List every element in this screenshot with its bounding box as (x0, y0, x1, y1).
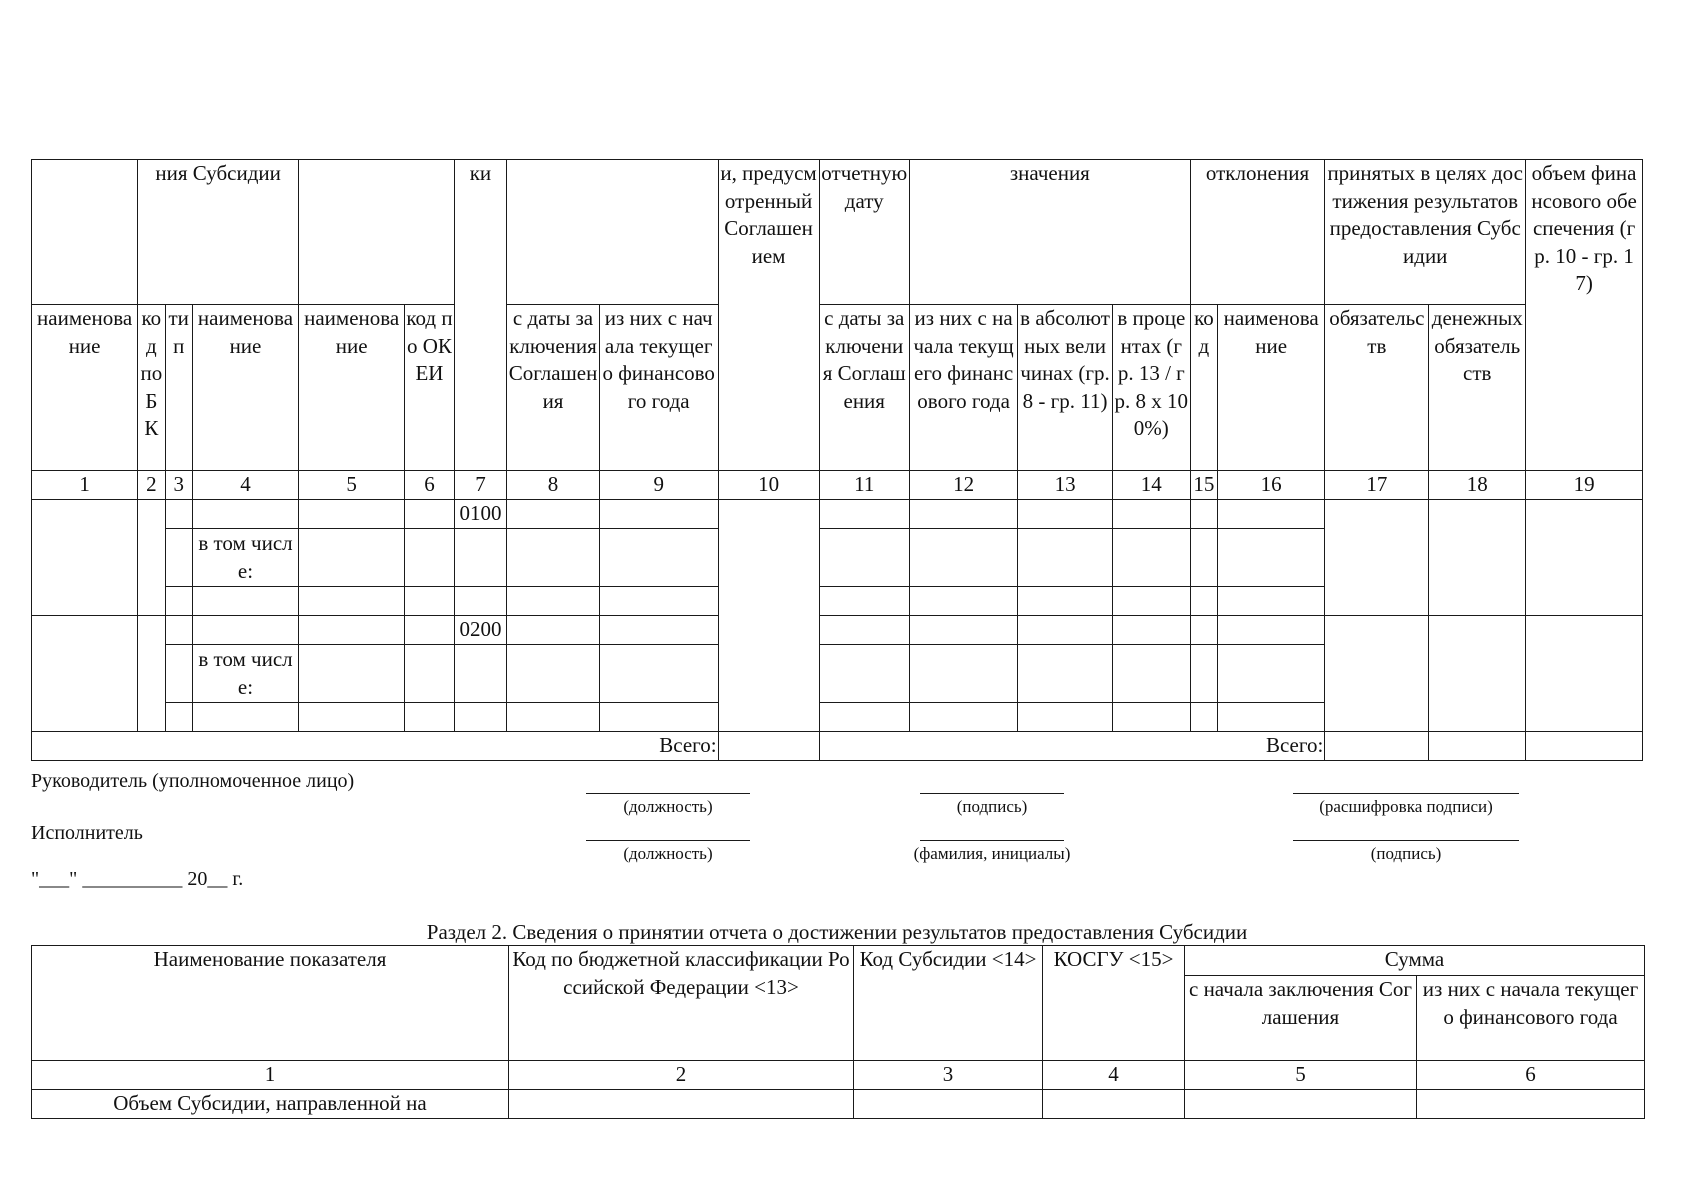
table-cell (405, 587, 454, 616)
table-cell (32, 500, 138, 616)
report-table (31, 159, 1643, 761)
table-cell (299, 587, 405, 616)
table-cell (909, 500, 1017, 529)
header-since-year-12: из них с начала текущего финансового года (909, 305, 1017, 471)
section2-table (31, 945, 1645, 1119)
table-cell (165, 587, 192, 616)
s2-cell (1043, 1090, 1185, 1119)
total-cell (1325, 732, 1429, 761)
column-number: 18 (1429, 471, 1526, 500)
table-cell (1429, 616, 1526, 732)
table-cell (299, 529, 405, 587)
table-cell (909, 703, 1017, 732)
table-cell (1325, 500, 1429, 616)
table-cell (1112, 703, 1190, 732)
column-number: 13 (1018, 471, 1113, 500)
table-cell (1018, 529, 1113, 587)
table-cell (299, 500, 405, 529)
s2-row-label: Объем Субсидии, направленной на (32, 1090, 509, 1119)
date-line: "___" __________ 20__ г. (31, 868, 244, 890)
s2-column-number: 1 (32, 1061, 509, 1090)
table-cell (405, 703, 454, 732)
table-cell (1526, 500, 1643, 616)
header-name-1: наименование (32, 305, 138, 471)
header-absolute: в абсолютных величинах (гр. 8 - гр. 11) (1018, 305, 1113, 471)
header-agreement-value: и, предусмотренный Соглашением (718, 160, 819, 471)
executor-name-caption: (фамилия, инициалы) (913, 844, 1071, 863)
table-cell (165, 703, 192, 732)
table-cell (165, 529, 192, 587)
header-obligations-taken: принятых в целях достижения результатов предоставления Субсидии (1325, 160, 1526, 305)
s2-header-since-agreement: с начала заключения Соглашения (1185, 976, 1417, 1061)
s2-cell (854, 1090, 1043, 1119)
column-number: 7 (454, 471, 507, 500)
table-cell (1325, 616, 1429, 732)
total-cell (718, 732, 819, 761)
table-cell (1018, 500, 1113, 529)
table-cell (507, 616, 600, 645)
table-cell (1190, 500, 1217, 529)
header-monetary-obligations: денежных обязательств (1429, 305, 1526, 471)
table-cell (299, 616, 405, 645)
signature-caption: (подпись) (956, 797, 1028, 816)
s2-cell (1417, 1090, 1645, 1119)
table-cell (599, 500, 718, 529)
s2-cell (509, 1090, 854, 1119)
header-name-16: наименование (1218, 305, 1325, 471)
table-cell (718, 500, 819, 732)
table-cell (1190, 703, 1217, 732)
table-cell (819, 645, 909, 703)
header-reporting-date: отчетную дату (819, 160, 909, 305)
table-cell (1112, 500, 1190, 529)
total-label-right: Всего: (819, 732, 1325, 761)
column-number: 14 (1112, 471, 1190, 500)
table-cell (1218, 500, 1325, 529)
column-number: 16 (1218, 471, 1325, 500)
table-cell (405, 529, 454, 587)
table-cell (1218, 587, 1325, 616)
table-cell (192, 616, 298, 645)
table-cell (299, 645, 405, 703)
table-cell (454, 587, 507, 616)
table-cell (819, 587, 909, 616)
executor-signature-caption: (подпись) (1370, 844, 1442, 863)
table-cell (909, 529, 1017, 587)
table-cell (1190, 645, 1217, 703)
table-cell (192, 500, 298, 529)
table-cell (819, 500, 909, 529)
s2-header-subsidy-code: Код Субсидии <14> (854, 946, 1043, 1061)
including-label: в том числе: (192, 645, 298, 703)
column-number: 15 (1190, 471, 1217, 500)
row-code-0100: 0100 (454, 500, 507, 529)
table-cell (299, 703, 405, 732)
table-cell (819, 529, 909, 587)
table-cell (819, 616, 909, 645)
total-cell (1429, 732, 1526, 761)
header-cell (299, 160, 455, 305)
table-cell (599, 645, 718, 703)
column-number: 3 (165, 471, 192, 500)
table-cell (32, 616, 138, 732)
table-cell (165, 645, 192, 703)
column-number: 4 (192, 471, 298, 500)
section2-title: Раздел 2. Сведения о принятии отчета о достижении результатов предоставления Субсидии (426, 920, 1248, 944)
table-cell (507, 500, 600, 529)
signature-line[interactable] (920, 793, 1064, 794)
table-cell (192, 703, 298, 732)
table-cell (454, 703, 507, 732)
table-cell (909, 587, 1017, 616)
head-label: Руководитель (уполномоченное лицо) (31, 770, 355, 792)
table-cell (1526, 616, 1643, 732)
table-cell (1190, 587, 1217, 616)
column-number: 5 (299, 471, 405, 500)
table-cell (1218, 645, 1325, 703)
header-deviation: отклонения (1190, 160, 1325, 305)
table-cell (1112, 587, 1190, 616)
column-number: 12 (909, 471, 1017, 500)
table-cell (1218, 529, 1325, 587)
table-cell (909, 616, 1017, 645)
table-cell (1018, 616, 1113, 645)
column-number: 2 (138, 471, 165, 500)
table-cell (1190, 529, 1217, 587)
table-cell (1018, 645, 1113, 703)
table-cell (599, 587, 718, 616)
header-cell (507, 160, 718, 305)
position-line[interactable] (586, 793, 750, 794)
s2-header-indicator-name: Наименование показателя (32, 946, 509, 1061)
table-cell (1112, 529, 1190, 587)
position-caption: (должность) (623, 797, 713, 816)
header-code-15: код (1190, 305, 1217, 471)
column-number: 19 (1526, 471, 1643, 500)
table-cell (507, 703, 600, 732)
decryption-caption: (расшифровка подписи) (1319, 797, 1493, 816)
table-cell (405, 500, 454, 529)
s2-cell (1185, 1090, 1417, 1119)
table-cell (1190, 616, 1217, 645)
header-kbk-code: код по БК (138, 305, 165, 471)
table-cell (507, 587, 600, 616)
header-unit: ки (454, 160, 507, 471)
header-name-5: наименование (299, 305, 405, 471)
table-cell (507, 645, 600, 703)
table-cell (405, 616, 454, 645)
column-number: 8 (507, 471, 600, 500)
header-since-agreement-8: с даты заключения Соглашения (507, 305, 600, 471)
s2-header-budget-code: Код по бюджетной классификации Российской Федерации <13> (509, 946, 854, 1061)
table-cell (599, 703, 718, 732)
table-cell (1112, 616, 1190, 645)
column-number: 1 (32, 471, 138, 500)
table-cell (405, 645, 454, 703)
column-number: 11 (819, 471, 909, 500)
header-type: тип (165, 305, 192, 471)
table-cell (1112, 645, 1190, 703)
s2-header-kosgu: КОСГУ <15> (1043, 946, 1185, 1061)
header-since-year-9: из них с начала текущего финансового года (599, 305, 718, 471)
s2-column-number: 2 (509, 1061, 854, 1090)
table-cell (507, 529, 600, 587)
table-cell (1218, 703, 1325, 732)
table-cell (1429, 500, 1526, 616)
header-percent: в процентах (гр. 13 / гр. 8 x 100%) (1112, 305, 1190, 471)
column-number: 17 (1325, 471, 1429, 500)
column-number: 9 (599, 471, 718, 500)
header-obligations: обязательств (1325, 305, 1429, 471)
table-cell (192, 587, 298, 616)
s2-header-sum: Сумма (1185, 946, 1645, 976)
total-label-left: Всего: (32, 732, 719, 761)
table-cell (1218, 616, 1325, 645)
total-cell (1526, 732, 1643, 761)
table-cell (454, 529, 507, 587)
column-number: 10 (718, 471, 819, 500)
s2-column-number: 4 (1043, 1061, 1185, 1090)
header-cell (32, 160, 138, 305)
s2-column-number: 5 (1185, 1061, 1417, 1090)
table-cell (819, 703, 909, 732)
table-cell (599, 529, 718, 587)
executor-name-line[interactable] (920, 840, 1064, 841)
header-okei-code: код по ОКЕИ (405, 305, 454, 471)
s2-header-since-year: из них с начала текущего финансового года (1417, 976, 1645, 1061)
table-cell (1018, 703, 1113, 732)
header-since-agreement-11: с даты заключения Соглашения (819, 305, 909, 471)
table-cell (599, 616, 718, 645)
s2-column-number: 3 (854, 1061, 1043, 1090)
table-cell (1018, 587, 1113, 616)
decryption-line[interactable] (1293, 793, 1519, 794)
table-cell (909, 645, 1017, 703)
table-cell (454, 645, 507, 703)
executor-label: Исполнитель (31, 822, 143, 844)
column-number: 6 (405, 471, 454, 500)
header-values: значения (909, 160, 1190, 305)
row-code-0200: 0200 (454, 616, 507, 645)
table-cell (138, 616, 165, 732)
header-financing-volume: объем финансового обеспечения (гр. 10 - гр. 17) (1526, 160, 1643, 471)
header-subsidy-direction: ния Субсидии (138, 160, 299, 305)
including-label: в том числе: (192, 529, 298, 587)
s2-column-number: 6 (1417, 1061, 1645, 1090)
executor-position-line[interactable] (586, 840, 750, 841)
header-name-4: наименование (192, 305, 298, 471)
executor-position-caption: (должность) (623, 844, 713, 863)
table-cell (165, 616, 192, 645)
table-cell (165, 500, 192, 529)
table-cell (138, 500, 165, 616)
executor-signature-line[interactable] (1293, 840, 1519, 841)
